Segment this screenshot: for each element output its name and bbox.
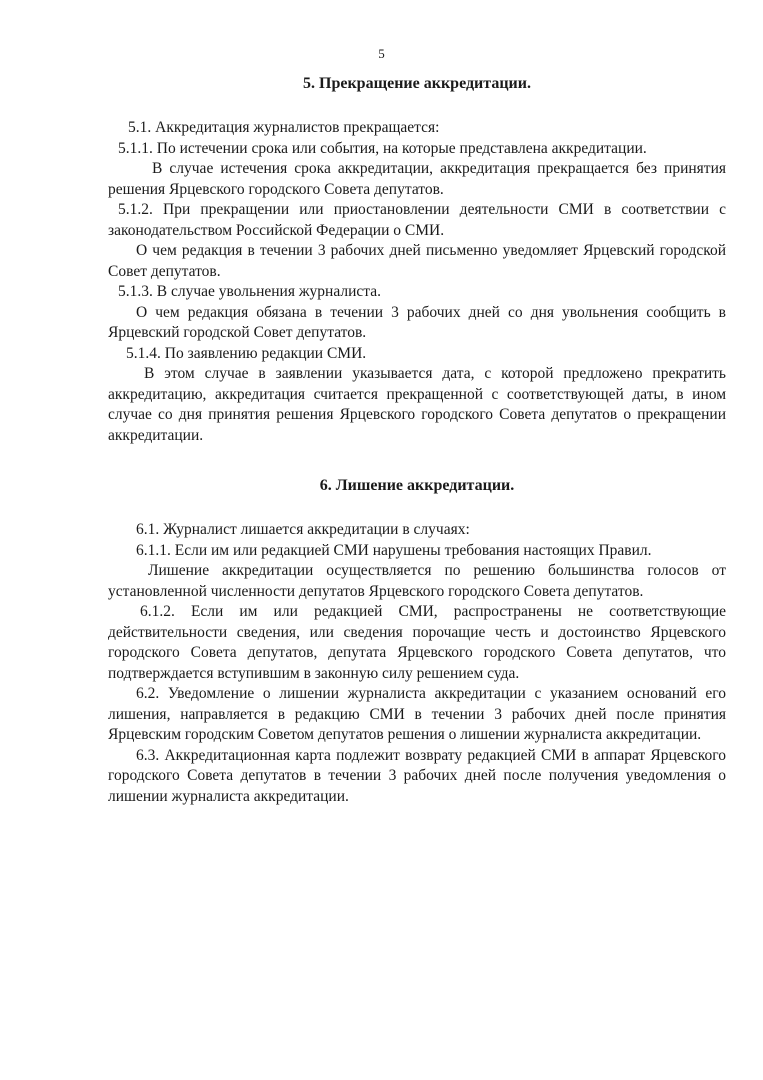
paragraph-6-3: 6.3. Аккредитационная карта подлежит возврату редакцией СМИ в аппарат Ярцевского городского Совета депутатов в течении 3 рабочих дней после получения уведомления о лишении журналиста аккредитации. xyxy=(108,746,726,805)
paragraph-5-1-3-note: О чем редакция обязана в течении 3 рабочих дней со дня увольнения сообщить в Ярцевский городской Совет депутатов. xyxy=(108,303,726,341)
paragraph-6-2: 6.2. Уведомление о лишении журналиста аккредитации с указанием оснований его лишения, направляется в редакцию СМИ в течении 3 рабочих дней после принятия Ярцевским городским Советом депутатов решения о лишении журналиста аккредитации. xyxy=(108,685,726,743)
paragraph-5-1-4-note: В этом случае в заявлении указывается дата, с которой предложено прекратить аккредитацию, аккредитация считается прекращенной с соответствующей даты, в ином случае со дня принятия решения Ярцевского городского Совета депутатов о прекращении аккредитации. xyxy=(108,365,726,444)
paragraph-5-1-2: 5.1.2. При прекращении или приостановлении деятельности СМИ в соответствии с законодательством Российской Федерации о СМИ. xyxy=(108,201,726,239)
paragraph-5-1-2-note: О чем редакция в течении 3 рабочих дней письменно уведомляет Ярцевский городской Совет депутатов. xyxy=(108,242,726,280)
section-5-title: 5. Прекращение аккредитации. xyxy=(303,75,531,92)
paragraph-6-1-1: 6.1.1. Если им или редакцией СМИ нарушены требования настоящих Правил. xyxy=(136,541,652,559)
document-body xyxy=(108,74,726,807)
paragraph-5-1-1-note: В случае истечения срока аккредитации, аккредитация прекращается без принятия решения Ярцевского городского Совета депутатов. xyxy=(108,160,726,198)
paragraph-5-1-4: 5.1.4. По заявлению редакции СМИ. xyxy=(126,344,367,362)
paragraph-6-1-2: 6.1.2. Если им или редакцией СМИ, распространены не соответствующие действительности сведения, или сведения порочащие честь и достоинство Ярцевского городского Совета депутатов, депутата Ярцевского городского Совета депутатов, что подтверждается вступившим в законную силу решением суда. xyxy=(108,603,726,682)
paragraph-5-1: 5.1. Аккредитация журналистов прекращается: xyxy=(128,119,440,136)
paragraph-6-1: 6.1. Журналист лишается аккредитации в случаях: xyxy=(136,521,470,538)
page-number: 5 xyxy=(378,46,385,61)
paragraph-5-1-1: 5.1.1. По истечении срока или события, на которые представлена аккредитации. xyxy=(118,139,647,157)
section-6-title: 6. Лишение аккредитации. xyxy=(319,477,515,494)
paragraph-6-1-1-note: Лишение аккредитации осуществляется по решению большинства голосов от установленной численности депутатов Ярцевского городского Совета депутатов. xyxy=(108,562,726,600)
paragraph-5-1-3: 5.1.3. В случае увольнения журналиста. xyxy=(118,283,381,300)
